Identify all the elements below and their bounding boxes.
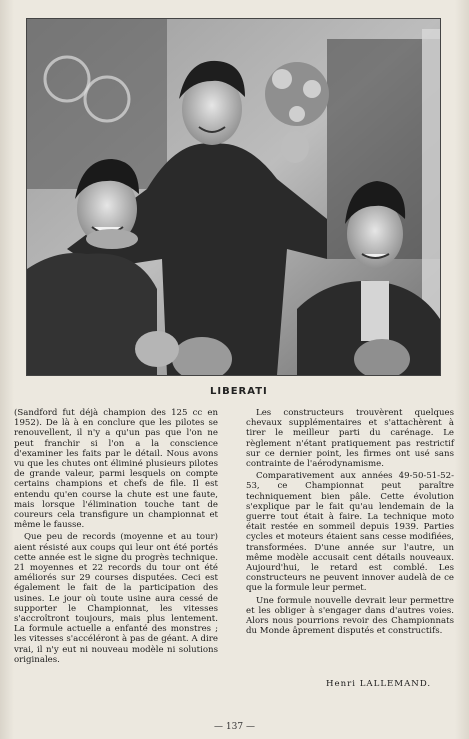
paragraph: Comparativement aux années 49-50-51-52-53, ce Championnat peut paraître techniquement bien pâle. Cette évolution s'explique par le fait qu'au lendemain de la guerre tout était à faire. La technique moto était restée en sommeil depuis 1939. Parties cycles et moteurs étaient sans cesse modifiées, transformées. D'une année sur l'autre, un même modèle accusait cent détails nouveaux. Aujourd'hui, le retard est comblé. Les constructeurs ne peuvent innover audelà de ce que la formule leur permet. bbox=[246, 471, 454, 594]
paragraph: Que peu de records (moyenne et au tour) aient résisté aux coups qui leur ont été portés cette année est le signe du progrès technique. 21 moyennes et 22 records du tour ont été améliorés sur 29 courses disputées. Ceci est également le fait de la participation des usines. Le jour où toute usine aura cessé de supporter le Championnat, les vitesses s'accroîtront toujours, mais plus lentement. La formule actuelle a enfanté des monstres ; les vitesses s'accéléront à pas de géant. A dire vrai, il n'y eut ni nouveau modèle ni solutions originales. bbox=[14, 532, 218, 665]
paragraph: (Sandford fut déjà champion des 125 cc en 1952). De là à en conclure que les pilotes se renouvellent, il n'y a qu'un pas que l'on ne peut franchir si l'on a la conscience d'examiner les faits par le détail. Nous avons vu que les chutes ont éliminé plusieurs pilotes de grande valeur, parmi lesquels on compte certains champions et chefs de file. Il est entendu qu'en course la chute est une faute, mais lorsque l'élimination touche tant de coureurs cela transfigure un championnat et même le fausse. bbox=[14, 408, 218, 531]
author-signature: Henri LALLEMAND. bbox=[326, 679, 432, 689]
paragraph: Une formule nouvelle devrait leur permettre et les obliger à s'engager dans d'autres voies. Alors nous pourrions revoir des Championnats du Monde âprement disputés et constructifs. bbox=[246, 595, 454, 637]
photo-caption: LIBERATI bbox=[210, 386, 268, 397]
text-column-left bbox=[14, 408, 218, 667]
text-column-right bbox=[246, 408, 454, 638]
page-number: — 137 — bbox=[214, 722, 255, 732]
paragraph: Les constructeurs trouvèrent quelques chevaux supplémentaires et s'attachèrent à tirer le meilleur parti du carénage. Le règlement n'étant pratiquement pas restrictif sur ce dernier point, les firmes ont usé sans contrainte de l'aérodynamisme. bbox=[246, 408, 454, 470]
photograph-riders bbox=[26, 18, 441, 376]
